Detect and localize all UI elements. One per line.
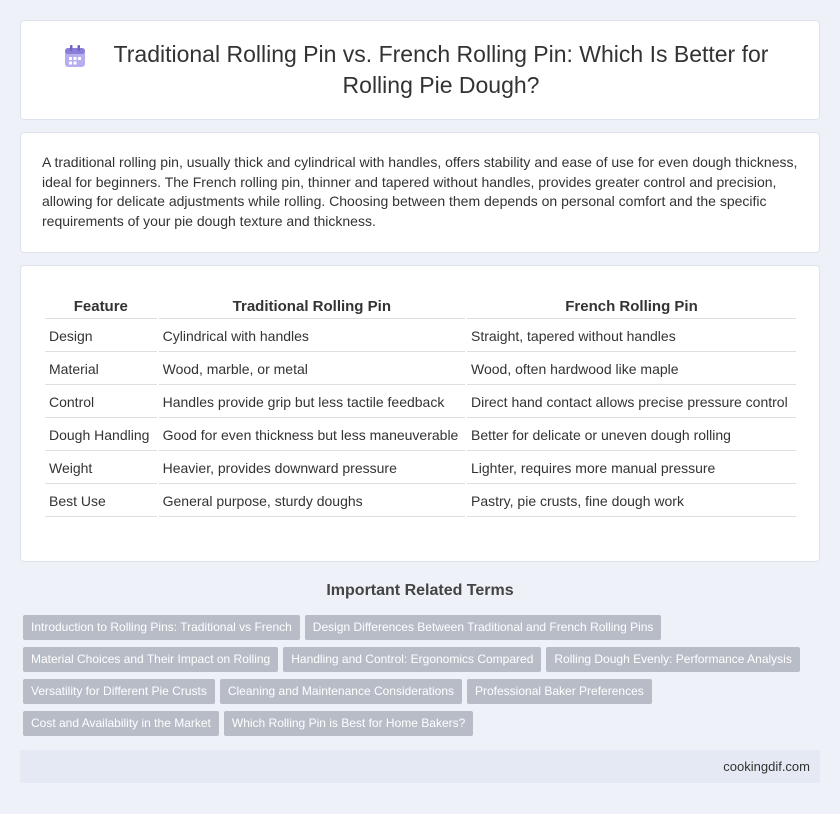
table-row <box>45 453 796 484</box>
table-cell-traditional: General purpose, sturdy doughs <box>159 486 465 517</box>
related-term-tag[interactable]: Rolling Dough Evenly: Performance Analysis <box>546 647 799 672</box>
related-term-tag[interactable]: Design Differences Between Traditional and French Rolling Pins <box>305 615 662 640</box>
table-cell-traditional: Wood, marble, or metal <box>159 354 465 385</box>
table-cell-traditional: Heavier, provides downward pressure <box>159 453 465 484</box>
comparison-card <box>20 265 820 562</box>
related-term-tag[interactable]: Material Choices and Their Impact on Rolling <box>23 647 278 672</box>
table-cell-feature: Control <box>45 387 157 418</box>
table-row <box>45 321 796 352</box>
title-wrap <box>21 21 819 119</box>
table-cell-feature: Weight <box>45 453 157 484</box>
table-cell-traditional: Good for even thickness but less maneuverable <box>159 420 465 451</box>
table-cell-traditional: Handles provide grip but less tactile feedback <box>159 387 465 418</box>
related-term-tag[interactable]: Cost and Availability in the Market <box>23 711 219 736</box>
table-row <box>45 387 796 418</box>
intro-card <box>20 132 820 253</box>
table-cell-feature: Best Use <box>45 486 157 517</box>
table-row <box>45 420 796 451</box>
calendar-icon <box>61 42 89 70</box>
table-cell-feature: Design <box>45 321 157 352</box>
related-term-tag[interactable]: Which Rolling Pin is Best for Home Bakers? <box>224 711 473 736</box>
comparison-table <box>43 288 798 519</box>
related-terms-heading: Important Related Terms <box>326 582 514 599</box>
table-cell-traditional: Cylindrical with handles <box>159 321 465 352</box>
table-row <box>45 354 796 385</box>
page-title: Traditional Rolling Pin vs. French Rolling Pin: Which Is Better for Rolling Pie Dough? <box>113 41 769 98</box>
table-cell-feature: Dough Handling <box>45 420 157 451</box>
column-header-traditional: Traditional Rolling Pin <box>159 290 465 319</box>
table-cell-french: Direct hand contact allows precise pressure control <box>467 387 796 418</box>
related-terms-list <box>23 615 818 743</box>
footer <box>20 750 820 783</box>
table-cell-french: Better for delicate or uneven dough rolling <box>467 420 796 451</box>
column-header-french: French Rolling Pin <box>467 290 796 319</box>
table-cell-feature: Material <box>45 354 157 385</box>
title-card <box>20 20 820 120</box>
column-header-feature: Feature <box>45 290 157 319</box>
table-header-row <box>45 290 796 319</box>
table-cell-french: Wood, often hardwood like maple <box>467 354 796 385</box>
related-term-tag[interactable]: Cleaning and Maintenance Considerations <box>220 679 462 704</box>
table-cell-french: Straight, tapered without handles <box>467 321 796 352</box>
intro-paragraph: A traditional rolling pin, usually thick and cylindrical with handles, offers stability and ease of use for even dough thickness, ideal for beginners. The French rolling pin, thinner and tapered without handles, provides greater control and precision, allowing for delicate adjustments while rolling. Choosing between them depends on personal comfort and the specific requirements of your pie dough texture and thickness. <box>42 154 798 229</box>
related-term-tag[interactable]: Professional Baker Preferences <box>467 679 652 704</box>
related-term-tag[interactable]: Introduction to Rolling Pins: Traditional vs French <box>23 615 300 640</box>
table-cell-french: Lighter, requires more manual pressure <box>467 453 796 484</box>
table-cell-french: Pastry, pie crusts, fine dough work <box>467 486 796 517</box>
table-row <box>45 486 796 517</box>
footer-site-link[interactable]: cookingdif.com <box>723 759 810 774</box>
related-term-tag[interactable]: Versatility for Different Pie Crusts <box>23 679 215 704</box>
related-term-tag[interactable]: Handling and Control: Ergonomics Compared <box>283 647 541 672</box>
